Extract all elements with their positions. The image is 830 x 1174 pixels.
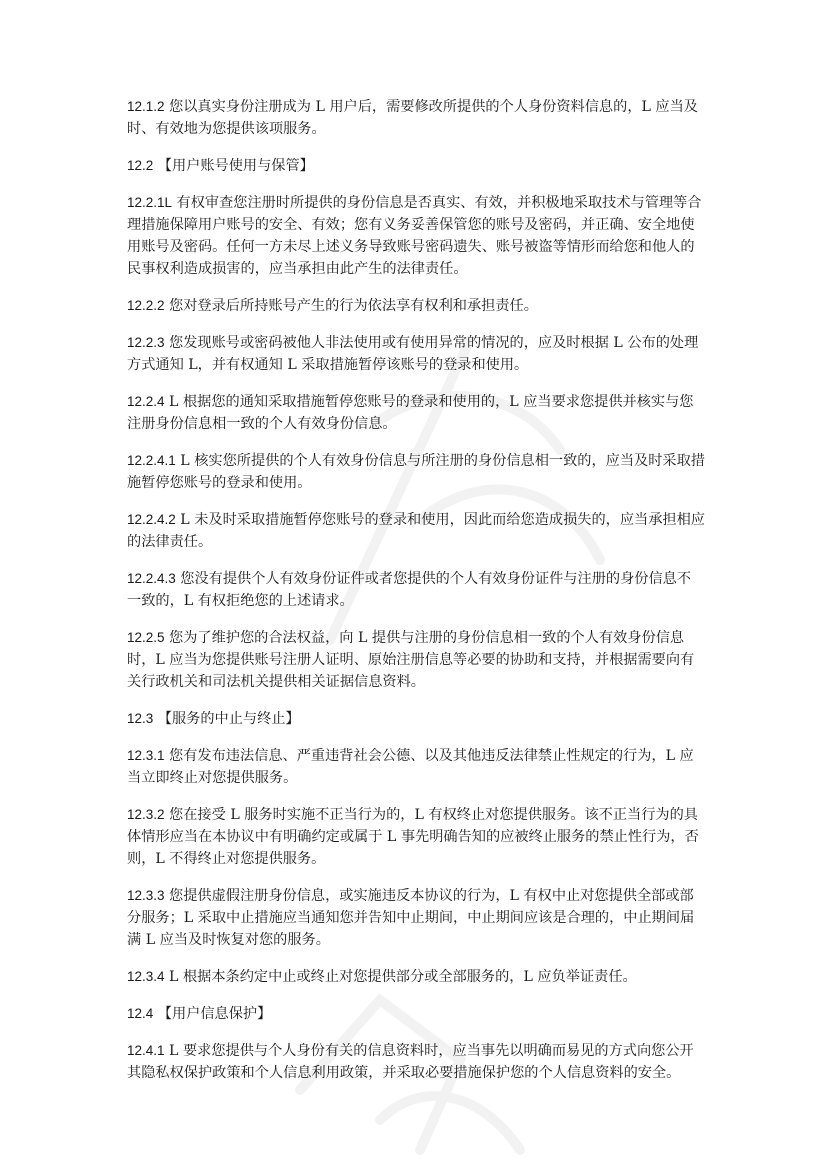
clause-number: 12.1.2: [127, 99, 165, 114]
clause-text: 您对登录后所持账号产生的行为依法享有权利和承担责任。: [164, 298, 538, 314]
clause-text: L 根据您的通知采取措施暂停您账号的登录和使用的，L 应当要求您提供并核实与您注册身份信息相一致的个人有效身份信息。: [127, 394, 694, 432]
section-title: 【用户账号使用与保管】: [153, 158, 314, 174]
clause-number: 12.2.3: [127, 335, 165, 350]
watermark-stroke: [380, 1096, 520, 1150]
clause-number: 12.2.1L: [127, 195, 173, 210]
paragraph-12-2-1: [127, 192, 705, 280]
paragraph-12-2-3: [127, 332, 705, 376]
paragraph-12-2-5: [127, 627, 705, 693]
clause-text: 您在接受 L 服务时实施不正当行为的，L 有权终止对您提供服务。该不正当行为的具体情形应当在本协议中有明确约定或属于 L 事先明确告知的应被终止服务的禁止性行为，否则，L 不得终止对您提供服务。: [127, 807, 699, 867]
section-heading-12-4: [127, 1003, 705, 1025]
paragraph-12-2-4-2: [127, 509, 705, 553]
paragraph-12-3-1: [127, 745, 705, 789]
clause-number: 12.4: [127, 1006, 154, 1021]
clause-number: 12.3: [127, 711, 154, 726]
clause-text: 您为了维护您的合法权益，向 L 提供与注册的身份信息相一致的个人有效身份信息时，L 应当为您提供账号注册人证明、原始注册信息等必要的协助和支持，并根据需要向有关行政机关和司法机关提供相关证据信息资料。: [127, 630, 695, 690]
section-title: 【服务的中止与终止】: [153, 711, 300, 727]
clause-text: 您没有提供个人有效身份证件或者您提供的个人有效身份证件与注册的身份信息不一致的，L 有权拒绝您的上述请求。: [127, 571, 692, 609]
clause-text: 您发现账号或密码被他人非法使用或有使用异常的情况的，应及时根据 L 公布的处理方式通知 L，并有权通知 L 采取措施暂停该账号的登录和使用。: [127, 335, 699, 373]
clause-text: 您提供虚假注册身份信息，或实施违反本协议的行为，L 有权中止对您提供全部或部分服务；L 采取中止措施应当通知您并告知中止期间，中止期间应该是合理的，中止期间届满 L 应当及时恢复对您的服务。: [127, 888, 695, 948]
clause-text: 有权审查您注册时所提供的身份信息是否真实、有效，并积极地采取技术与管理等合理措施保障用户账号的安全、有效；您有义务妥善保管您的账号及密码，并正确、安全地使用账号及密码。任何一方未尽上述义务导致账号密码遗失、账号被盗等情形而给您和他人的民事权利造成损害的，应当承担由此产生的法律责任。: [127, 195, 702, 277]
paragraph-12-2-4-1: [127, 450, 705, 494]
paragraph-12-2-2: [127, 295, 705, 317]
clause-text: 您有发布违法信息、严重违背社会公德、以及其他违反法律禁止性规定的行为，L 应当立即终止对您提供服务。: [127, 748, 694, 786]
clause-text: L 未及时采取措施暂停您账号的登录和使用，因此而给您造成损失的，应当承担相应的法律责任。: [127, 512, 705, 550]
paragraph-12-4-1: [127, 1040, 705, 1084]
paragraph-12-2-4-3: [127, 568, 705, 612]
clause-number: 12.2.4.3: [127, 571, 176, 586]
paragraph-12-3-4: [127, 966, 705, 988]
section-heading-12-3: [127, 708, 705, 730]
clause-number: 12.3.4: [127, 969, 165, 984]
paragraph-12-2-4: [127, 391, 705, 435]
clause-number: 12.3.2: [127, 807, 165, 822]
clause-text: L 核实您所提供的个人有效身份信息与所注册的身份信息相一致的，应当及时采取措施暂停您账号的登录和使用。: [127, 453, 705, 491]
paragraph-12-3-3: [127, 885, 705, 951]
paragraph-12-1-2: [127, 96, 705, 140]
clause-number: 12.2.2: [127, 298, 165, 313]
clause-number: 12.3.3: [127, 888, 165, 903]
paragraph-12-3-2: [127, 804, 705, 870]
clause-text: 您以真实身份注册成为 L 用户后，需要修改所提供的个人身份资料信息的，L 应当及时、有效地为您提供该项服务。: [127, 99, 698, 137]
clause-number: 12.4.1: [127, 1043, 165, 1058]
document-page: [127, 96, 705, 1099]
clause-number: 12.3.1: [127, 748, 165, 763]
clause-number: 12.2.4: [127, 394, 165, 409]
clause-text: L 要求您提供与个人身份有关的信息资料时，应当事先以明确而易见的方式向您公开其隐私权保护政策和个人信息利用政策，并采取必要措施保护您的个人信息资料的安全。: [127, 1043, 694, 1081]
clause-number: 12.2.4.1: [127, 453, 176, 468]
clause-text: L 根据本条约定中止或终止对您提供部分或全部服务的，L 应负举证责任。: [164, 969, 637, 985]
section-heading-12-2: [127, 155, 705, 177]
clause-number: 12.2: [127, 158, 154, 173]
clause-number: 12.2.5: [127, 630, 165, 645]
clause-number: 12.2.4.2: [127, 512, 176, 527]
section-title: 【用户信息保护】: [153, 1006, 272, 1022]
